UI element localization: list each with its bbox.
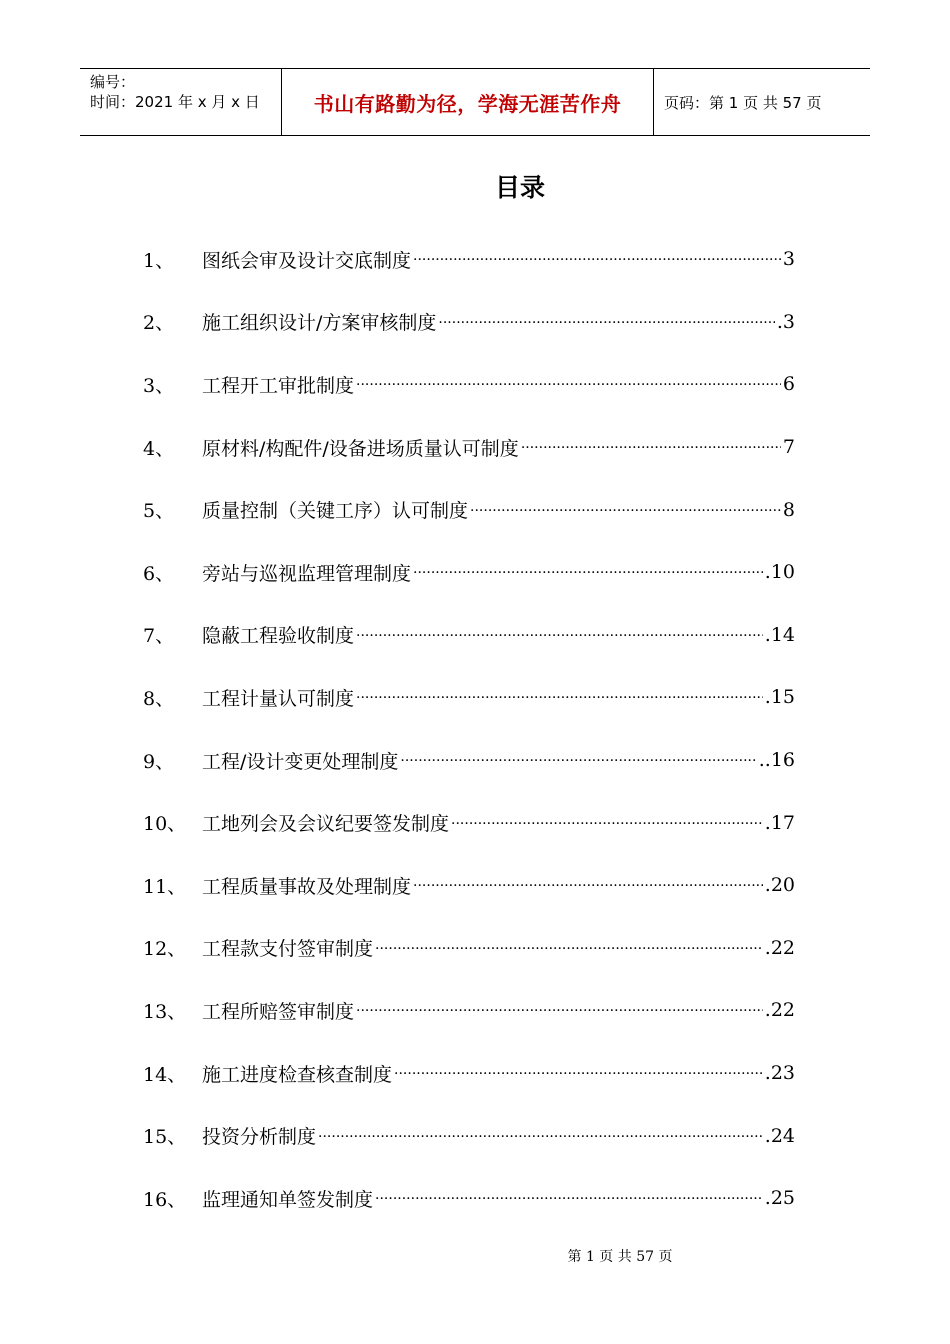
toc-entry-title: 工地列会及会议纪要签发制度 — [202, 813, 450, 836]
toc-leader-dots — [318, 1129, 763, 1145]
toc-entry-page: .22 — [764, 936, 795, 959]
toc-entry-number: 15、 — [143, 1126, 187, 1149]
toc-entry[interactable] — [143, 1104, 795, 1167]
toc-entry-title: 工程/设计变更处理制度 — [202, 750, 399, 773]
toc-entry-title: 原材料/构配件/设备进场质量认可制度 — [202, 437, 519, 460]
toc-entry-page: ..16 — [758, 749, 795, 772]
toc-entry[interactable] — [143, 666, 795, 729]
toc-entry-page: .25 — [764, 1187, 795, 1210]
toc-entry-title: 施工组织设计/方案审核制度 — [202, 312, 437, 335]
toc-entry[interactable] — [143, 353, 795, 416]
toc-leader-dots — [413, 252, 781, 268]
toc-entry-number: 4、 — [143, 437, 175, 460]
toc-list — [143, 228, 795, 1230]
toc-leader-dots — [356, 628, 763, 644]
toc-entry[interactable] — [143, 541, 795, 604]
toc-entry-title: 隐蔽工程验收制度 — [202, 625, 355, 648]
toc-entry-page: .15 — [764, 686, 795, 709]
toc-entry-page: 8 — [782, 498, 795, 521]
header-table — [80, 68, 870, 136]
toc-entry-number: 7、 — [143, 625, 175, 648]
toc-entry-title: 工程所赔签审制度 — [202, 1000, 355, 1023]
toc-entry[interactable] — [143, 416, 795, 479]
toc-entry-page: 6 — [782, 373, 795, 396]
toc-entry[interactable] — [143, 729, 795, 792]
toc-entry-page: .10 — [764, 561, 795, 584]
toc-entry-title: 施工进度检查核查制度 — [202, 1063, 393, 1086]
toc-leader-dots — [356, 690, 763, 706]
toc-leader-dots — [375, 1191, 763, 1207]
header-page-cell — [654, 69, 870, 135]
toc-entry-page: .3 — [776, 310, 795, 333]
toc-entry-number: 3、 — [143, 374, 175, 397]
toc-leader-dots — [413, 878, 763, 894]
toc-entry-title: 投资分析制度 — [202, 1126, 317, 1149]
toc-entry-title: 工程开工审批制度 — [202, 374, 355, 397]
document-number-label: 编号： — [90, 73, 136, 91]
toc-entry-page: .23 — [764, 1062, 795, 1085]
toc-entry[interactable] — [143, 1167, 795, 1230]
toc-entry-title: 工程计量认可制度 — [202, 687, 355, 710]
toc-entry[interactable] — [143, 604, 795, 667]
toc-entry-number: 13、 — [143, 1000, 187, 1023]
toc-entry[interactable] — [143, 791, 795, 854]
toc-entry-number: 9、 — [143, 750, 175, 773]
toc-entry[interactable] — [143, 854, 795, 917]
toc-entry[interactable] — [143, 979, 795, 1042]
toc-entry[interactable] — [143, 291, 795, 354]
page-footer: 第 1 页 共 57 页 — [567, 1249, 673, 1265]
toc-entry[interactable] — [143, 478, 795, 541]
toc-entry[interactable] — [143, 1042, 795, 1105]
toc-leader-dots — [438, 315, 774, 331]
toc-entry[interactable] — [143, 917, 795, 980]
header-info-cell — [80, 69, 282, 135]
header-page-label: 页码：第 1 页 共 57 页 — [664, 93, 822, 112]
toc-entry-number: 2、 — [143, 312, 175, 335]
toc-leader-dots — [413, 565, 763, 581]
toc-entry-number: 8、 — [143, 687, 175, 710]
toc-entry-page: .14 — [764, 623, 795, 646]
toc-entry-page: 3 — [782, 248, 795, 271]
header-slogan: 书山有路勤为径，学海无涯苦作舟 — [313, 91, 622, 116]
toc-leader-dots — [521, 440, 781, 456]
toc-entry-page: .22 — [764, 999, 795, 1022]
toc-leader-dots — [356, 1003, 763, 1019]
toc-entry-number: 14、 — [143, 1063, 187, 1086]
toc-entry-number: 6、 — [143, 562, 175, 585]
toc-leader-dots — [356, 377, 781, 393]
toc-entry-title: 旁站与巡视监理管理制度 — [202, 562, 412, 585]
toc-entry-number: 5、 — [143, 500, 175, 523]
toc-entry[interactable] — [143, 228, 795, 291]
toc-entry-page: .17 — [764, 811, 795, 834]
document-date-label: 时间：2021 年 x 月 x 日 — [90, 93, 260, 111]
toc-entry-number: 16、 — [143, 1188, 187, 1211]
toc-entry-page: 7 — [782, 436, 795, 459]
toc-entry-title: 监理通知单签发制度 — [202, 1188, 374, 1211]
toc-leader-dots — [375, 941, 763, 957]
toc-entry-title: 图纸会审及设计交底制度 — [202, 249, 412, 272]
toc-entry-page: .24 — [764, 1124, 795, 1147]
toc-entry-title: 质量控制（关键工序）认可制度 — [202, 500, 469, 523]
toc-title: 目录 — [494, 173, 545, 202]
toc-entry-number: 12、 — [143, 938, 187, 961]
toc-leader-dots — [400, 753, 756, 769]
toc-leader-dots — [394, 1066, 763, 1082]
toc-entry-number: 10、 — [143, 813, 187, 836]
toc-entry-number: 1、 — [143, 249, 175, 272]
toc-entry-number: 11、 — [143, 875, 187, 898]
toc-leader-dots — [470, 503, 781, 519]
toc-entry-title: 工程质量事故及处理制度 — [202, 875, 412, 898]
header-slogan-cell — [282, 69, 654, 135]
toc-entry-title: 工程款支付签审制度 — [202, 938, 374, 961]
toc-entry-page: .20 — [764, 874, 795, 897]
toc-leader-dots — [451, 816, 763, 832]
